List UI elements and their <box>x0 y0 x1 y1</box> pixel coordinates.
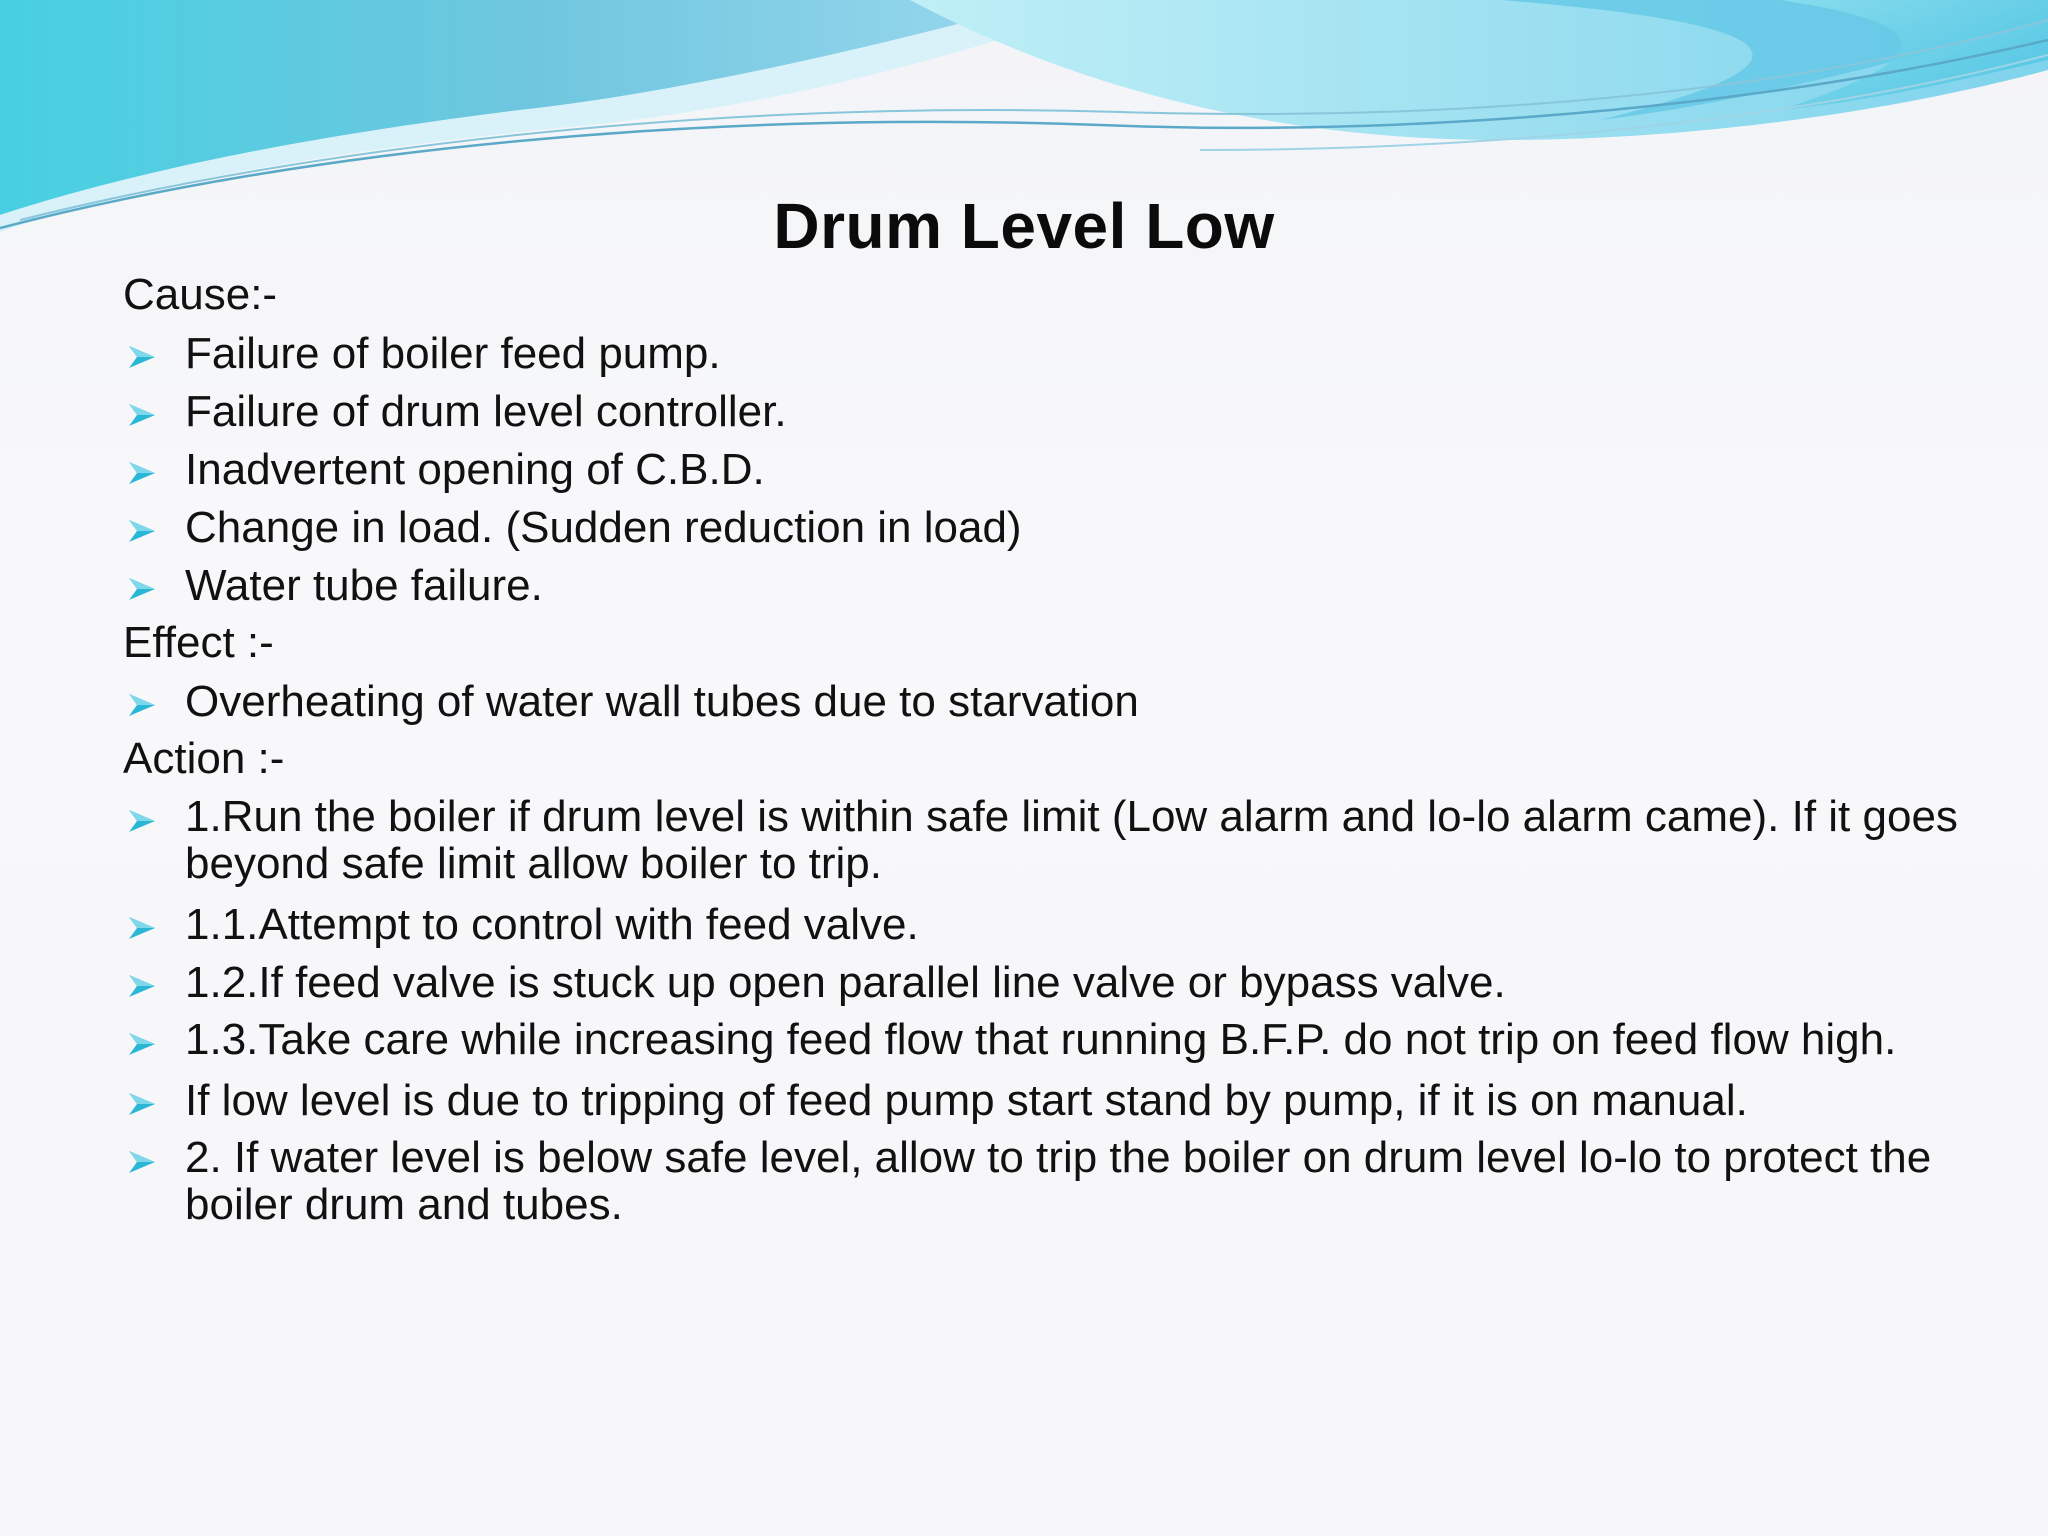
arrow-bullet-icon <box>127 518 157 544</box>
list-item <box>123 382 1993 440</box>
list-item-text: Water tube failure. <box>185 560 543 610</box>
arrow-bullet-icon <box>127 915 157 941</box>
slide-content <box>123 266 1993 1236</box>
arrow-bullet-icon <box>127 692 157 718</box>
arrow-bullet-icon <box>127 973 157 999</box>
list-item-text: 1.Run the boiler if drum level is within safe limit (Low alarm and lo-lo alarm came). If it goes beyond safe limit allow boiler to trip. <box>185 792 1958 888</box>
arrow-bullet-icon <box>127 460 157 486</box>
list-item-text: Change in load. (Sudden reduction in load) <box>185 502 1022 552</box>
list-item-text: Failure of boiler feed pump. <box>185 328 721 378</box>
list-item <box>123 324 1993 382</box>
list-item-text: 1.3.Take care while increasing feed flow that running B.F.P. do not trip on feed flow high. <box>185 1015 1897 1064</box>
list-item-text: 1.1.Attempt to control with feed valve. <box>185 899 919 949</box>
arrow-bullet-icon <box>127 344 157 370</box>
arrow-bullet-icon <box>127 402 157 428</box>
list-item <box>123 498 1993 556</box>
effect-list <box>123 672 1993 730</box>
action-heading: Action :- <box>123 734 285 783</box>
list-item-text: 2. If water level is below safe level, allow to trip the boiler on drum level lo-lo to protect the boiler drum and tubes. <box>185 1133 1932 1229</box>
list-item <box>123 440 1993 498</box>
list-item <box>123 672 1993 730</box>
arrow-bullet-icon <box>127 576 157 602</box>
list-item <box>123 953 1993 1011</box>
list-item <box>123 556 1993 614</box>
list-item <box>123 895 1993 953</box>
list-item-text: Failure of drum level controller. <box>185 386 787 436</box>
list-item <box>123 1011 1993 1071</box>
arrow-bullet-icon <box>127 1149 157 1175</box>
cause-list <box>123 324 1993 614</box>
arrow-bullet-icon <box>127 808 157 834</box>
list-item <box>123 1071 1993 1129</box>
effect-heading: Effect :- <box>123 618 274 667</box>
cause-heading: Cause:- <box>123 270 278 319</box>
list-item-text: If low level is due to tripping of feed pump start stand by pump, if it is on manual. <box>185 1075 1748 1125</box>
slide-title: Drum Level Low <box>773 190 1275 262</box>
list-item-text: 1.2.If feed valve is stuck up open parallel line valve or bypass valve. <box>185 957 1506 1007</box>
arrow-bullet-icon <box>127 1091 157 1117</box>
list-item-text: Inadvertent opening of C.B.D. <box>185 444 765 494</box>
arrow-bullet-icon <box>127 1031 157 1057</box>
list-item <box>123 788 1993 895</box>
list-item <box>123 1129 1993 1236</box>
action-list <box>123 788 1993 1236</box>
list-item-text: Overheating of water wall tubes due to starvation <box>185 676 1139 726</box>
